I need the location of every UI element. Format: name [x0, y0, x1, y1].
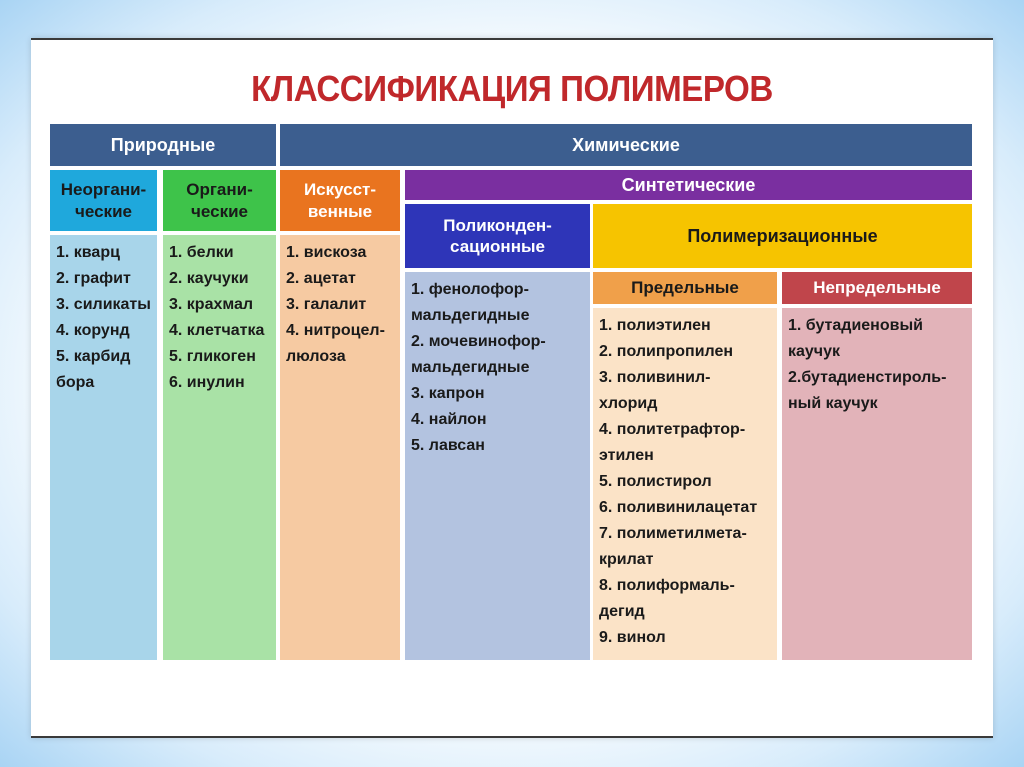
list-unsaturated: 1. бутадиеновый каучук 2.бутадиенстироль- ный каучук — [782, 308, 972, 660]
list-artificial: 1. вискоза 2. ацетат 3. галалит 4. нитроцел- люлоза — [280, 235, 400, 660]
list-organic: 1. белки 2. каучуки 3. крахмал 4. клетчатка 5. гликоген 6. инулин — [163, 235, 276, 660]
header-unsaturated: Непредельные — [782, 272, 972, 304]
slide — [31, 38, 993, 738]
page-title: КЛАССИФИКАЦИЯ ПОЛИМЕРОВ — [251, 68, 773, 109]
list-polycondensation: 1. фенолофор- мальдегидные 2. мочевинофор- мальдегидные 3. капрон 4. найлон 5. лавсан — [405, 272, 590, 660]
list-saturated: 1. полиэтилен 2. полипропилен 3. поливинил- хлорид 4. политетрафтор- этилен 5. полистирол 6. поливинилацетат 7. полиметилмета- крилат 8. полиформаль- дегид 9. винол — [593, 308, 777, 660]
header-polymerization: Полимеризационные — [593, 204, 972, 268]
header-polycondensation: Поликонден- сационные — [405, 204, 590, 268]
header-artificial: Искусст- венные — [280, 170, 400, 231]
list-inorganic: 1. кварц 2. графит 3. силикаты 4. корунд 5. карбид бора — [50, 235, 157, 660]
header-synthetic: Синтетические — [405, 170, 972, 200]
header-organic: Органи- ческие — [163, 170, 276, 231]
header-inorganic: Неоргани- ческие — [50, 170, 157, 231]
header-natural: Природные — [50, 124, 276, 166]
header-chemical: Химические — [280, 124, 972, 166]
header-saturated: Предельные — [593, 272, 777, 304]
